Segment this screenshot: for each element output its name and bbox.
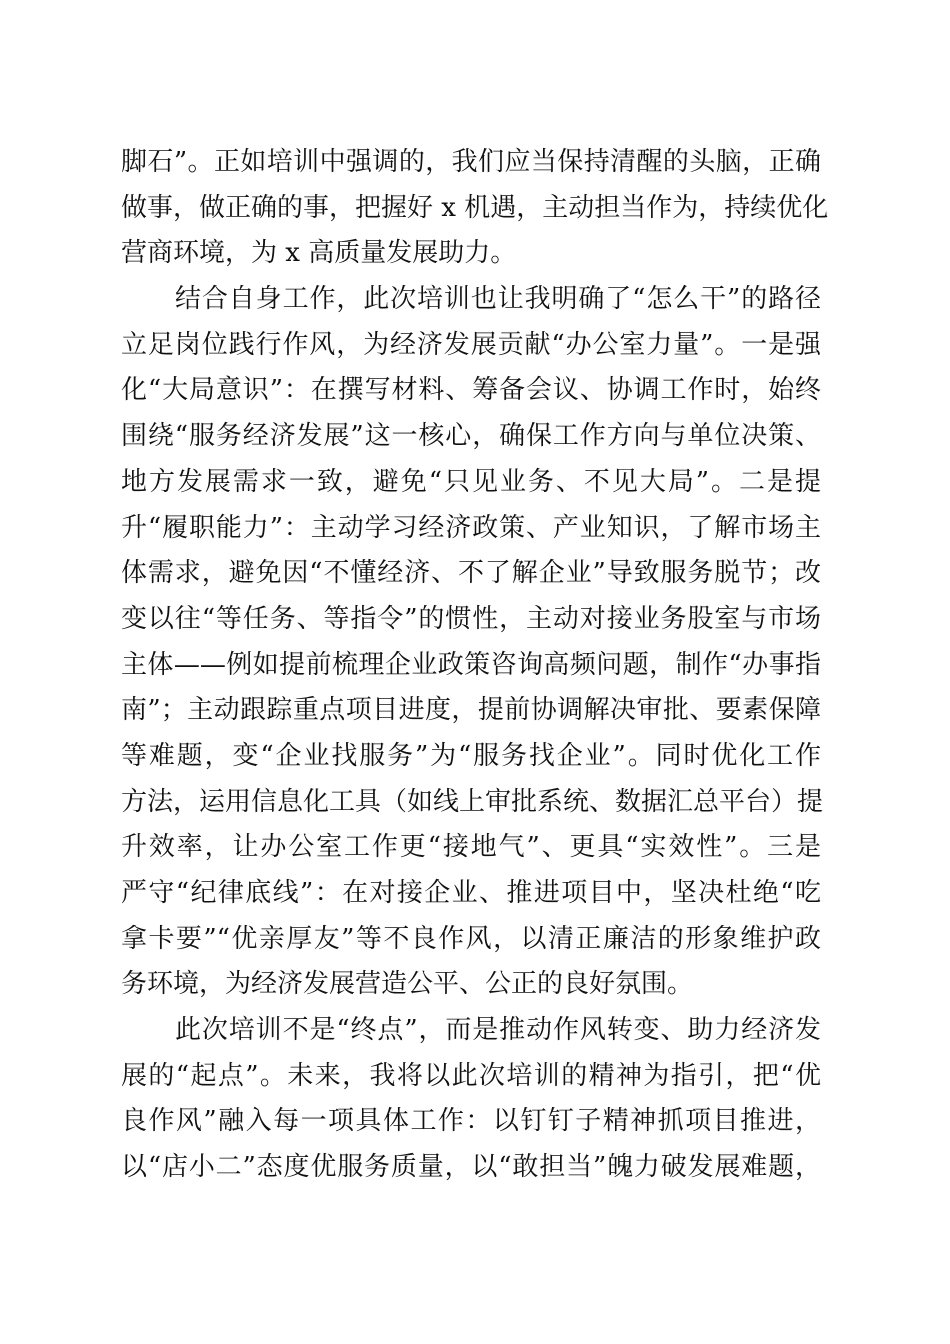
text-line: 展的“起点”。未来，我将以此次培训的精神为指引，把“优 bbox=[121, 1060, 821, 1091]
text-line: 结合自身工作，此次培训也让我明确了“怎么干”的路径 bbox=[175, 284, 821, 315]
text-line: 严守“纪律底线”：在对接企业、推进项目中，坚决杜绝“吃 bbox=[121, 878, 821, 908]
text-line: 化“大局意识”：在撰写材料、筹备会议、协调工作时，始终 bbox=[121, 375, 821, 406]
text-line: 立足岗位践行作风，为经济发展贡献“办公室力量”。一是强 bbox=[121, 329, 821, 360]
paragraph bbox=[121, 1008, 821, 1191]
text-line: 等难题，变“企业找服务”为“服务找企业”。同时优化工作 bbox=[121, 740, 821, 771]
text-line: 方法，运用信息化工具（如线上审批系统、数据汇总平台）提 bbox=[121, 786, 824, 817]
text-line: 良作风”融入每一项具体工作：以钉钉子精神抓项目推进， bbox=[121, 1106, 821, 1137]
text-line: 做事，做正确的事，把握好 x 机遇，主动担当作为，持续优化 bbox=[121, 192, 829, 223]
text-line: 体需求，避免因“不懂经济、不了解企业”导致服务脱节；改 bbox=[121, 558, 821, 589]
text-line: 地方发展需求一致，避免“只见业务、不见大局”。二是提 bbox=[121, 466, 821, 497]
text-line: 脚石”。正如培训中强调的，我们应当保持清醒的头脑，正确 bbox=[121, 147, 821, 177]
text-line: 拿卡要”“优亲厚友”等不良作风，以清正廉洁的形象维护政 bbox=[121, 923, 821, 954]
text-line: 务环境，为经济发展营造公平、公正的良好氛围。 bbox=[121, 969, 694, 1000]
body-text bbox=[121, 140, 829, 1191]
paragraph bbox=[121, 140, 829, 277]
text-line: 主体——例如提前梳理企业政策咨询高频问题，制作“办事指 bbox=[121, 649, 821, 680]
text-line: 南”；主动跟踪重点项目进度，提前协调解决审批、要素保障 bbox=[121, 695, 821, 726]
text-line: 以“店小二”态度优服务质量，以“敢担当”魄力破发展难题， bbox=[121, 1152, 821, 1183]
text-line: 升“履职能力”：主动学习经济政策、产业知识，了解市场主 bbox=[121, 512, 821, 543]
paragraph bbox=[121, 277, 824, 1008]
text-line: 营商环境，为 x 高质量发展助力。 bbox=[121, 238, 517, 269]
text-line: 围绕“服务经济发展”这一核心，确保工作方向与单位决策、 bbox=[121, 421, 821, 452]
text-line: 变以往“等任务、等指令”的惯性，主动对接业务股室与市场 bbox=[121, 603, 821, 634]
text-line: 升效率，让办公室工作更“接地气”、更具“实效性”。三是 bbox=[121, 832, 821, 863]
text-line: 此次培训不是“终点”，而是推动作风转变、助力经济发 bbox=[175, 1015, 821, 1046]
